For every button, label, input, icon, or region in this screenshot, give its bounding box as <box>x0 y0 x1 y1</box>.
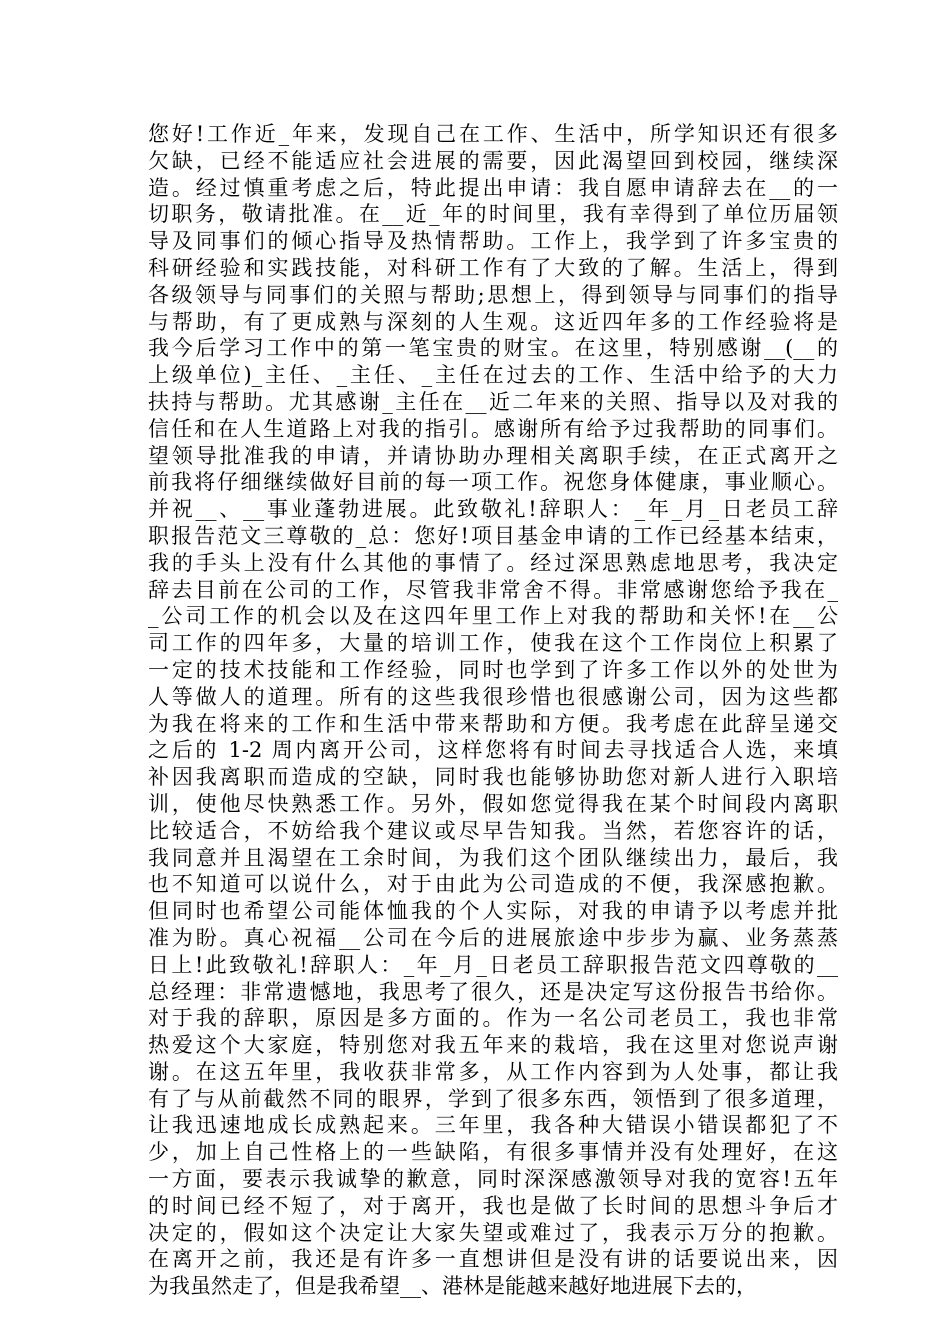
text-line: 热爱这个大家庭，特别您对我五年来的栽培，我在这里对您说声谢 <box>148 1033 838 1058</box>
text-line: 为我在将来的工作和生活中带来帮助和方便。我考虑在此辞呈递交 <box>148 711 838 736</box>
text-line: 之后的 1-2 周内离开公司，这样您将有时间去寻找适合人选，来填 <box>148 738 838 763</box>
text-line: 上级单位)_主任、_主任、_主任在过去的工作、生活中给予的大力 <box>148 363 838 388</box>
text-line: 对于我的辞职，原因是多方面的。作为一名公司老员工，我也非常 <box>148 1006 838 1031</box>
text-line: 为我虽然走了，但是我希望__、港林是能越来越好地进展下去的， <box>148 1274 757 1299</box>
text-line: 谢。在这五年里，我收获非常多，从工作内容到为人处事，都让我 <box>148 1059 838 1084</box>
text-line: 在离开之前，我还是有许多一直想讲但是没有讲的话要说出来，因 <box>148 1247 838 1272</box>
text-line: 也不知道可以说什么，对于由此为公司造成的不便，我深感抱歉。 <box>148 872 838 897</box>
text-line: 让我迅速地成长成熟起来。三年里，我各种大错误小错误都犯了不 <box>148 1113 838 1138</box>
text-line: 您好!工作近_年来，发现自己在工作、生活中，所学知识还有很多 <box>148 122 838 146</box>
text-line: 并祝__、__事业蓬勃进展。此致敬礼!辞职人：_年_月_日老员工辞 <box>148 497 838 522</box>
text-line: 日上!此致敬礼!辞职人：_年_月_日老员工辞职报告范文四尊敬的__ <box>148 952 838 977</box>
text-line: 司工作的四年多，大量的培训工作，使我在这个工作岗位上积累了 <box>148 631 838 656</box>
text-line: 总经理：非常遗憾地，我思考了很久，还是决定写这份报告书给你。 <box>148 979 838 1004</box>
text-line: 有了与从前截然不同的眼界，学到了很多东西，领悟到了很多道理， <box>148 1086 838 1111</box>
text-line: 前我将仔细继续做好目前的每一项工作。祝您身体健康，事业顺心。 <box>148 470 838 495</box>
text-line: 的时间已经不短了，对于离开，我也是做了长时间的思想斗争后才 <box>148 1193 838 1218</box>
text-line: 我今后学习工作中的第一笔宝贵的财宝。在这里，特别感谢__(__的 <box>148 336 838 361</box>
resignation-letter-text <box>148 121 838 1300</box>
text-line: 一定的技术技能和工作经验，同时也学到了许多工作以外的处世为 <box>148 657 838 682</box>
text-line: 训，使他尽快熟悉工作。另外，假如您觉得我在某个时间段内离职 <box>148 791 838 816</box>
text-line: 导及同事们的倾心指导及热情帮助。工作上，我学到了许多宝贵的 <box>148 229 838 254</box>
text-line: 切职务，敬请批准。在__近_年的时间里，我有幸得到了单位历届领 <box>148 202 838 227</box>
text-line: 科研经验和实践技能，对科研工作有了大致的了解。生活上，得到 <box>148 255 838 280</box>
text-line: 各级领导与同事们的关照与帮助;思想上，得到领导与同事们的指导 <box>148 282 838 307</box>
text-line: _公司工作的机会以及在这四年里工作上对我的帮助和关怀!在__公 <box>148 604 838 629</box>
text-line: 欠缺，已经不能适应社会进展的需要，因此渴望回到校园，继续深 <box>148 148 838 173</box>
text-line: 一方面，要表示我诚挚的歉意，同时深深感激领导对我的宽容!五年 <box>148 1167 838 1192</box>
text-line: 少，加上自己性格上的一些缺陷，有很多事情并没有处理好，在这 <box>148 1140 838 1165</box>
text-line: 比较适合，不妨给我个建议或尽早告知我。当然，若您容许的话， <box>148 818 838 843</box>
text-line: 造。经过慎重考虑之后，特此提出申请：我自愿申请辞去在__的一 <box>148 175 838 200</box>
text-line: 信任和在人生道路上对我的指引。感谢所有给予过我帮助的同事们。 <box>148 416 838 441</box>
text-line: 补因我离职而造成的空缺，同时我也能够协助您对新人进行入职培 <box>148 765 838 790</box>
text-line: 望领导批准我的申请，并请协助办理相关离职手续，在正式离开之 <box>148 443 838 468</box>
text-line: 我的手头上没有什么其他的事情了。经过深思熟虑地思考，我决定 <box>148 550 838 575</box>
text-line: 人等做人的道理。所有的这些我很珍惜也很感谢公司，因为这些都 <box>148 684 838 709</box>
text-line: 职报告范文三尊敬的_总：您好!项目基金申请的工作已经基本结束， <box>148 523 838 548</box>
text-line: 准为盼。真心祝福__公司在今后的进展旅途中步步为赢、业务蒸蒸 <box>148 925 838 950</box>
text-line: 决定的，假如这个决定让大家失望或难过了，我表示万分的抱歉。 <box>148 1220 838 1245</box>
text-line: 但同时也希望公司能体恤我的个人实际，对我的申请予以考虑并批 <box>148 899 838 924</box>
text-line: 与帮助，有了更成熟与深刻的人生观。这近四年多的工作经验将是 <box>148 309 838 334</box>
text-line: 我同意并且渴望在工余时间，为我们这个团队继续出力，最后，我 <box>148 845 838 870</box>
text-line: 辞去目前在公司的工作，尽管我非常舍不得。非常感谢您给予我在_ <box>148 577 838 602</box>
text-line: 扶持与帮助。尤其感谢_主任在__近二年来的关照、指导以及对我的 <box>148 389 838 414</box>
